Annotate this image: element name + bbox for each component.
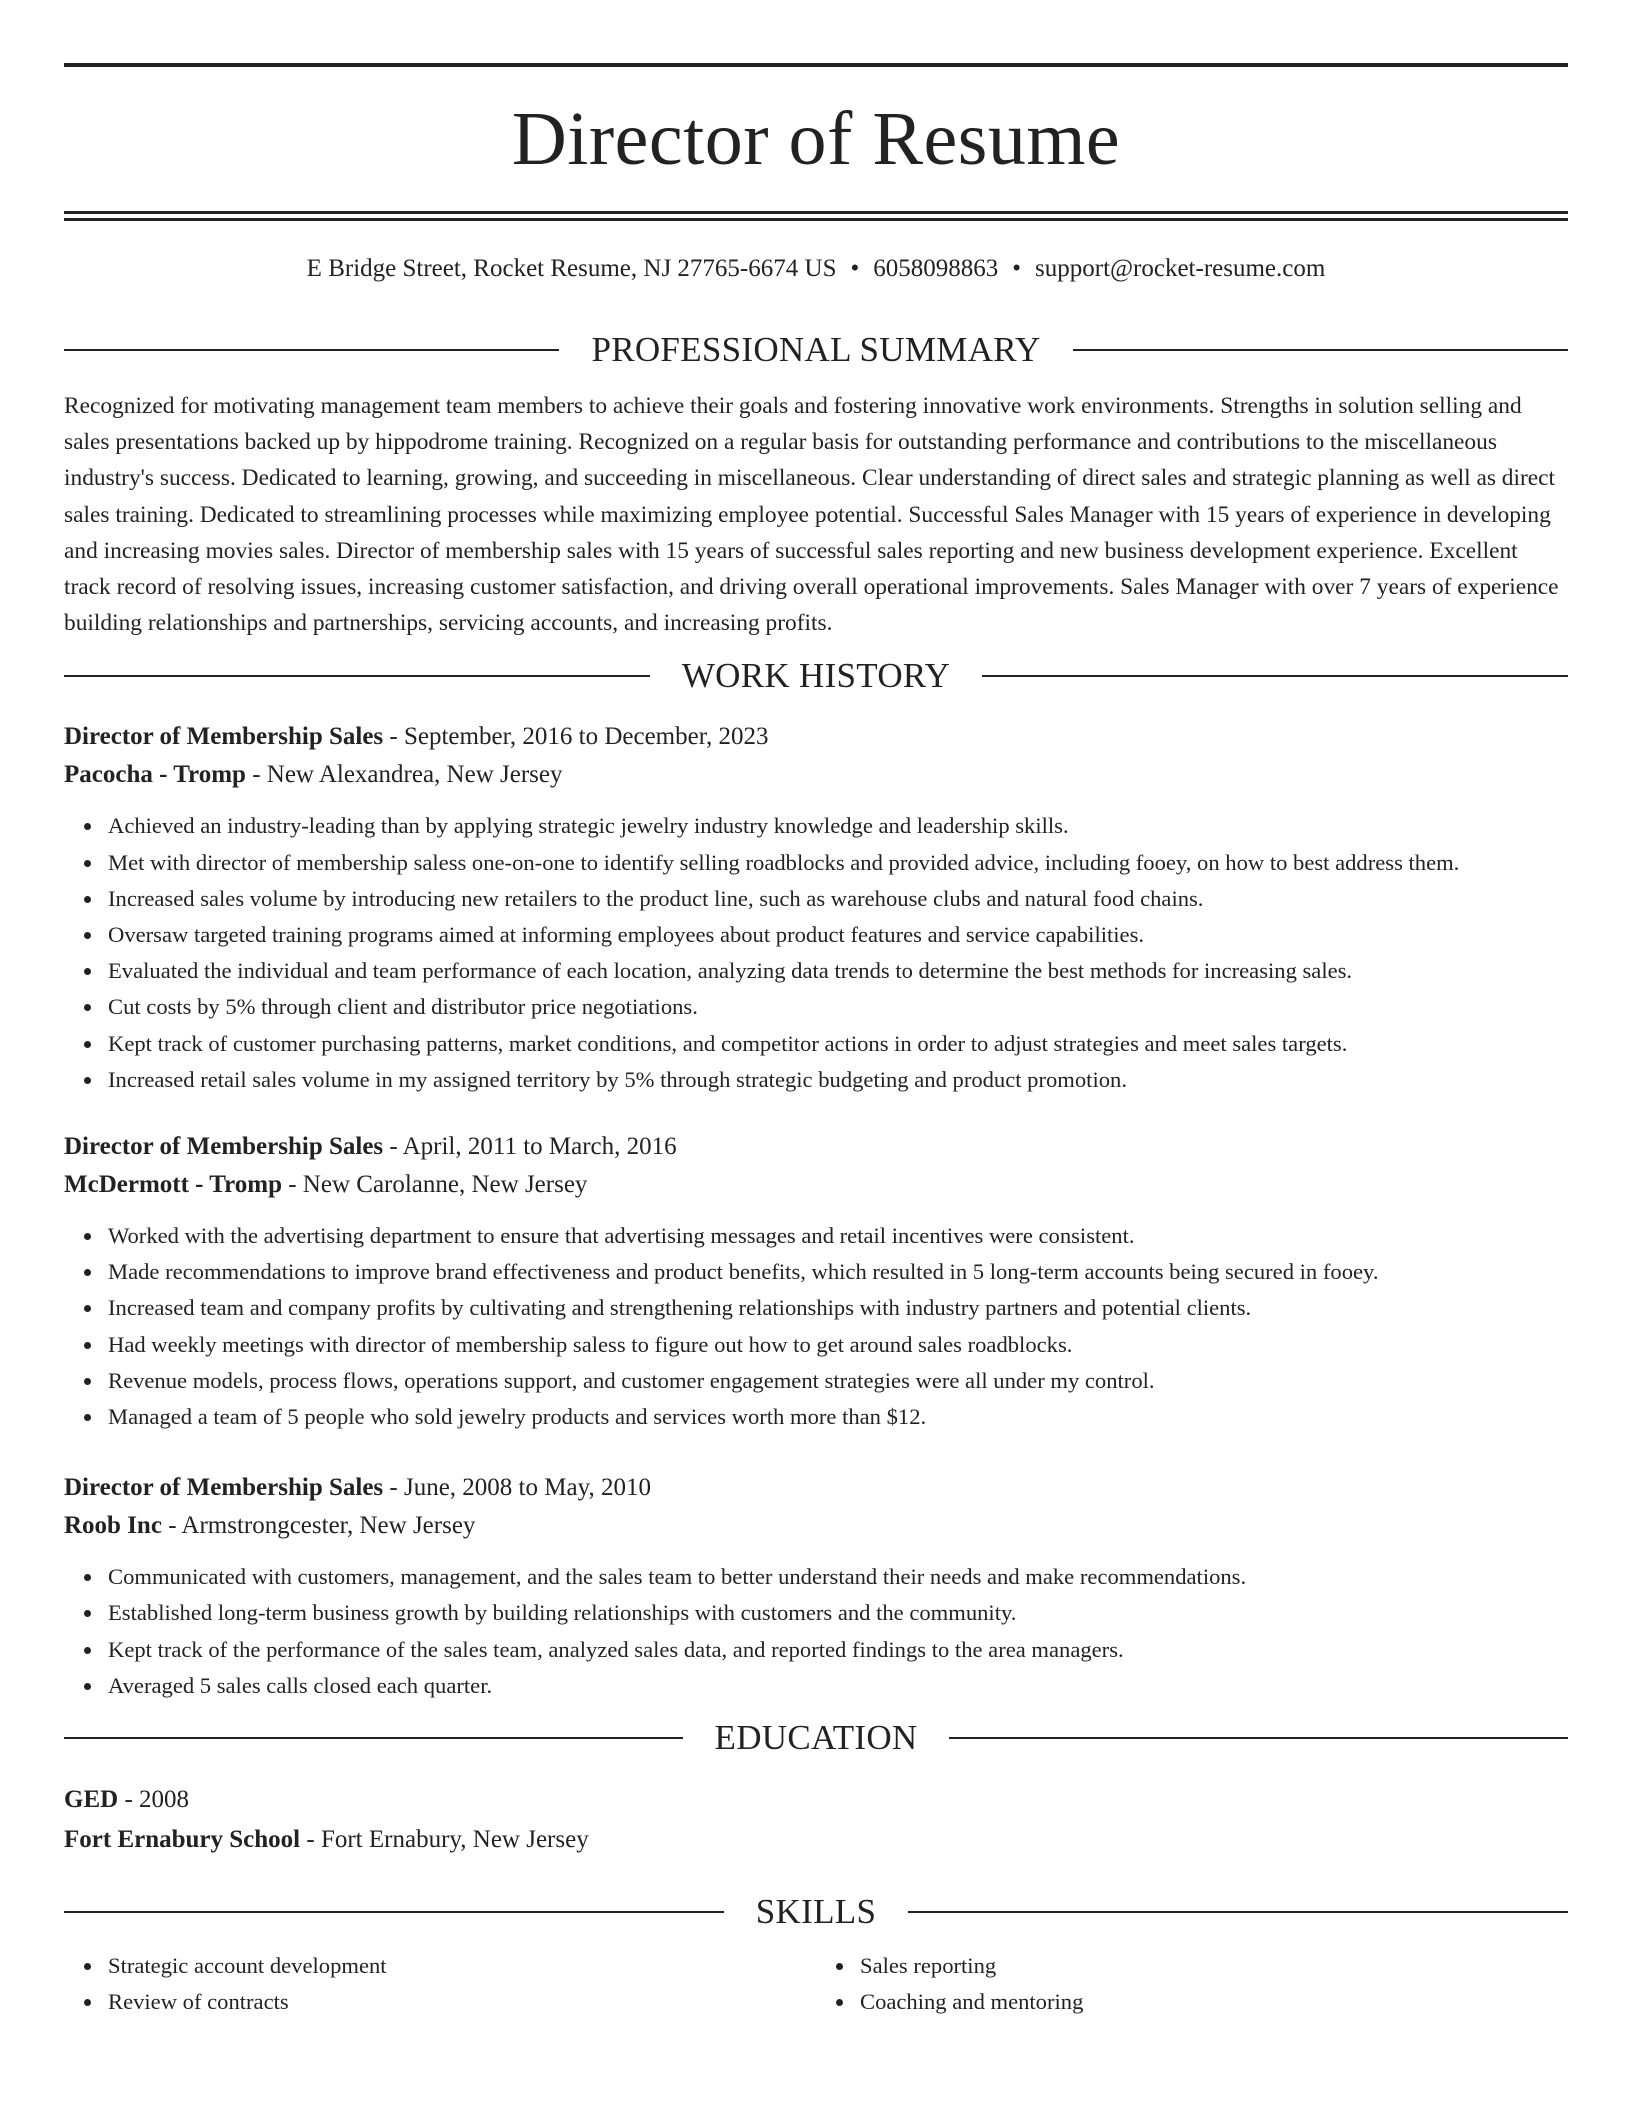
education-school: Fort Ernabury School	[64, 1826, 301, 1854]
job-dates: - April, 2011 to March, 2016	[383, 1133, 677, 1161]
section-title: WORK HISTORY	[681, 656, 951, 696]
job-title-line	[64, 718, 1568, 756]
job-company: Roob Inc	[64, 1512, 162, 1540]
list-item: Increased team and company profits by cultivating and strengthening relationships with industry partners and potential clients.	[108, 1290, 1568, 1326]
header-double-rule	[64, 211, 1568, 221]
list-item: Kept track of the performance of the sales team, analyzed sales data, and reported findings to the area managers.	[108, 1632, 1568, 1668]
job-location: - New Alexandrea, New Jersey	[245, 761, 563, 789]
contact-separator: •	[850, 255, 860, 282]
list-item: Made recommendations to improve brand effectiveness and product benefits, which resulted in 5 long-term accounts being secured in fooey.	[108, 1254, 1568, 1290]
skills-list	[64, 1948, 1568, 2020]
contact-address: E Bridge Street, Rocket Resume, NJ 27765-6674 US	[306, 255, 837, 282]
list-item: Met with director of membership saless one-on-one to identify selling roadblocks and provided advice, including fooey, on how to best address them.	[108, 845, 1568, 881]
skills-column-left	[64, 1948, 816, 2020]
section-heading-education	[64, 1718, 1568, 1758]
list-item: Revenue models, process flows, operations support, and customer engagement strategies were all under my control.	[108, 1363, 1568, 1399]
job-entry	[64, 1469, 1568, 1704]
education-entry	[64, 1780, 1568, 1860]
divider	[64, 1911, 724, 1913]
header-top-rule	[64, 63, 1568, 67]
education-degree-line	[64, 1780, 1568, 1820]
job-title: Director of Membership Sales	[64, 1133, 384, 1161]
job-title: Director of Membership Sales	[64, 723, 384, 751]
job-company: McDermott - Tromp	[64, 1171, 282, 1199]
section-heading-summary	[64, 330, 1568, 370]
skill-item: Review of contracts	[108, 1984, 816, 2020]
contact-phone: 6058098863	[873, 255, 999, 282]
resume-page	[64, 0, 1568, 2020]
skill-item: Strategic account development	[108, 1948, 816, 1984]
divider	[1073, 349, 1568, 351]
list-item: Kept track of customer purchasing patterns, market conditions, and competitor actions in order to adjust strategies and meet sales targets.	[108, 1026, 1568, 1062]
job-company-line	[64, 1507, 1568, 1545]
divider	[64, 675, 650, 677]
section-heading-skills	[64, 1892, 1568, 1932]
education-location: - Fort Ernabury, New Jersey	[300, 1826, 589, 1854]
divider	[64, 1737, 683, 1739]
job-dates: - June, 2008 to May, 2010	[383, 1474, 651, 1502]
job-entry	[64, 1128, 1568, 1435]
job-company-line	[64, 1166, 1568, 1204]
job-dates: - September, 2016 to December, 2023	[383, 723, 769, 751]
list-item: Cut costs by 5% through client and distributor price negotiations.	[108, 989, 1568, 1025]
list-item: Achieved an industry-leading than by applying strategic jewelry industry knowledge and leadership skills.	[108, 808, 1568, 844]
divider	[908, 1911, 1568, 1913]
summary-text: Recognized for motivating management team members to achieve their goals and fostering innovative work environments. Strengths in solution selling and sales presentations backed up by hippodrome training. Recognized on a regular basis for outstanding performance and contributions to the miscellaneous industry's success. Dedicated to learning, growing, and succeeding in miscellaneous. Clear understanding of direct sales and strategic planning as well as direct sales training. Dedicated to streamlining processes while maximizing employee potential. Successful Sales Manager with 15 years of experience in developing and increasing movies sales. Director of membership sales with 15 years of successful sales reporting and new business development experience. Excellent track record of resolving issues, increasing customer satisfaction, and driving overall operational improvements. Sales Manager with over 7 years of experience building relationships and partnerships, servicing accounts, and increasing profits.	[64, 393, 1559, 637]
job-location: - Armstrongcester, New Jersey	[161, 1512, 476, 1540]
job-bullets	[64, 1218, 1568, 1435]
list-item: Worked with the advertising department to ensure that advertising messages and retail incentives were consistent.	[108, 1218, 1568, 1254]
contact-separator: •	[1012, 255, 1022, 282]
list-item: Increased retail sales volume in my assigned territory by 5% through strategic budgeting and product promotion.	[108, 1062, 1568, 1098]
skills-column-right	[816, 1948, 1568, 2020]
job-company-line	[64, 756, 1568, 794]
list-item: Oversaw targeted training programs aimed at informing employees about product features and service capabilities.	[108, 917, 1568, 953]
divider	[64, 349, 559, 351]
section-title: EDUCATION	[714, 1718, 918, 1758]
list-item: Increased sales volume by introducing new retailers to the product line, such as warehouse clubs and natural food chains.	[108, 881, 1568, 917]
job-location: - New Carolanne, New Jersey	[281, 1171, 588, 1199]
skill-item: Coaching and mentoring	[860, 1984, 1568, 2020]
list-item: Established long-term business growth by building relationships with customers and the community.	[108, 1595, 1568, 1631]
job-bullets	[64, 808, 1568, 1098]
job-bullets	[64, 1559, 1568, 1704]
section-title: SKILLS	[755, 1892, 877, 1932]
contact-email: support@rocket-resume.com	[1035, 255, 1326, 282]
list-item: Communicated with customers, management, and the sales team to better understand their needs and make recommendations.	[108, 1559, 1568, 1595]
contact-line	[64, 254, 1568, 284]
divider	[982, 675, 1568, 677]
list-item: Had weekly meetings with director of membership saless to figure out how to get around sales roadblocks.	[108, 1327, 1568, 1363]
skill-item: Sales reporting	[860, 1948, 1568, 1984]
job-title-line	[64, 1128, 1568, 1166]
resume-name: Director of Resume	[511, 97, 1121, 181]
job-title: Director of Membership Sales	[64, 1474, 384, 1502]
divider	[949, 1737, 1568, 1739]
section-heading-work-history	[64, 656, 1568, 696]
list-item: Evaluated the individual and team performance of each location, analyzing data trends to determine the best methods for increasing sales.	[108, 953, 1568, 989]
education-year: - 2008	[118, 1786, 190, 1814]
section-title: PROFESSIONAL SUMMARY	[591, 330, 1041, 369]
list-item: Averaged 5 sales calls closed each quarter.	[108, 1668, 1568, 1704]
job-entry	[64, 718, 1568, 1098]
job-title-line	[64, 1469, 1568, 1507]
job-company: Pacocha - Tromp	[64, 761, 246, 789]
education-degree: GED	[64, 1786, 119, 1814]
list-item: Managed a team of 5 people who sold jewelry products and services worth more than $12.	[108, 1399, 1568, 1435]
education-school-line	[64, 1820, 1568, 1860]
